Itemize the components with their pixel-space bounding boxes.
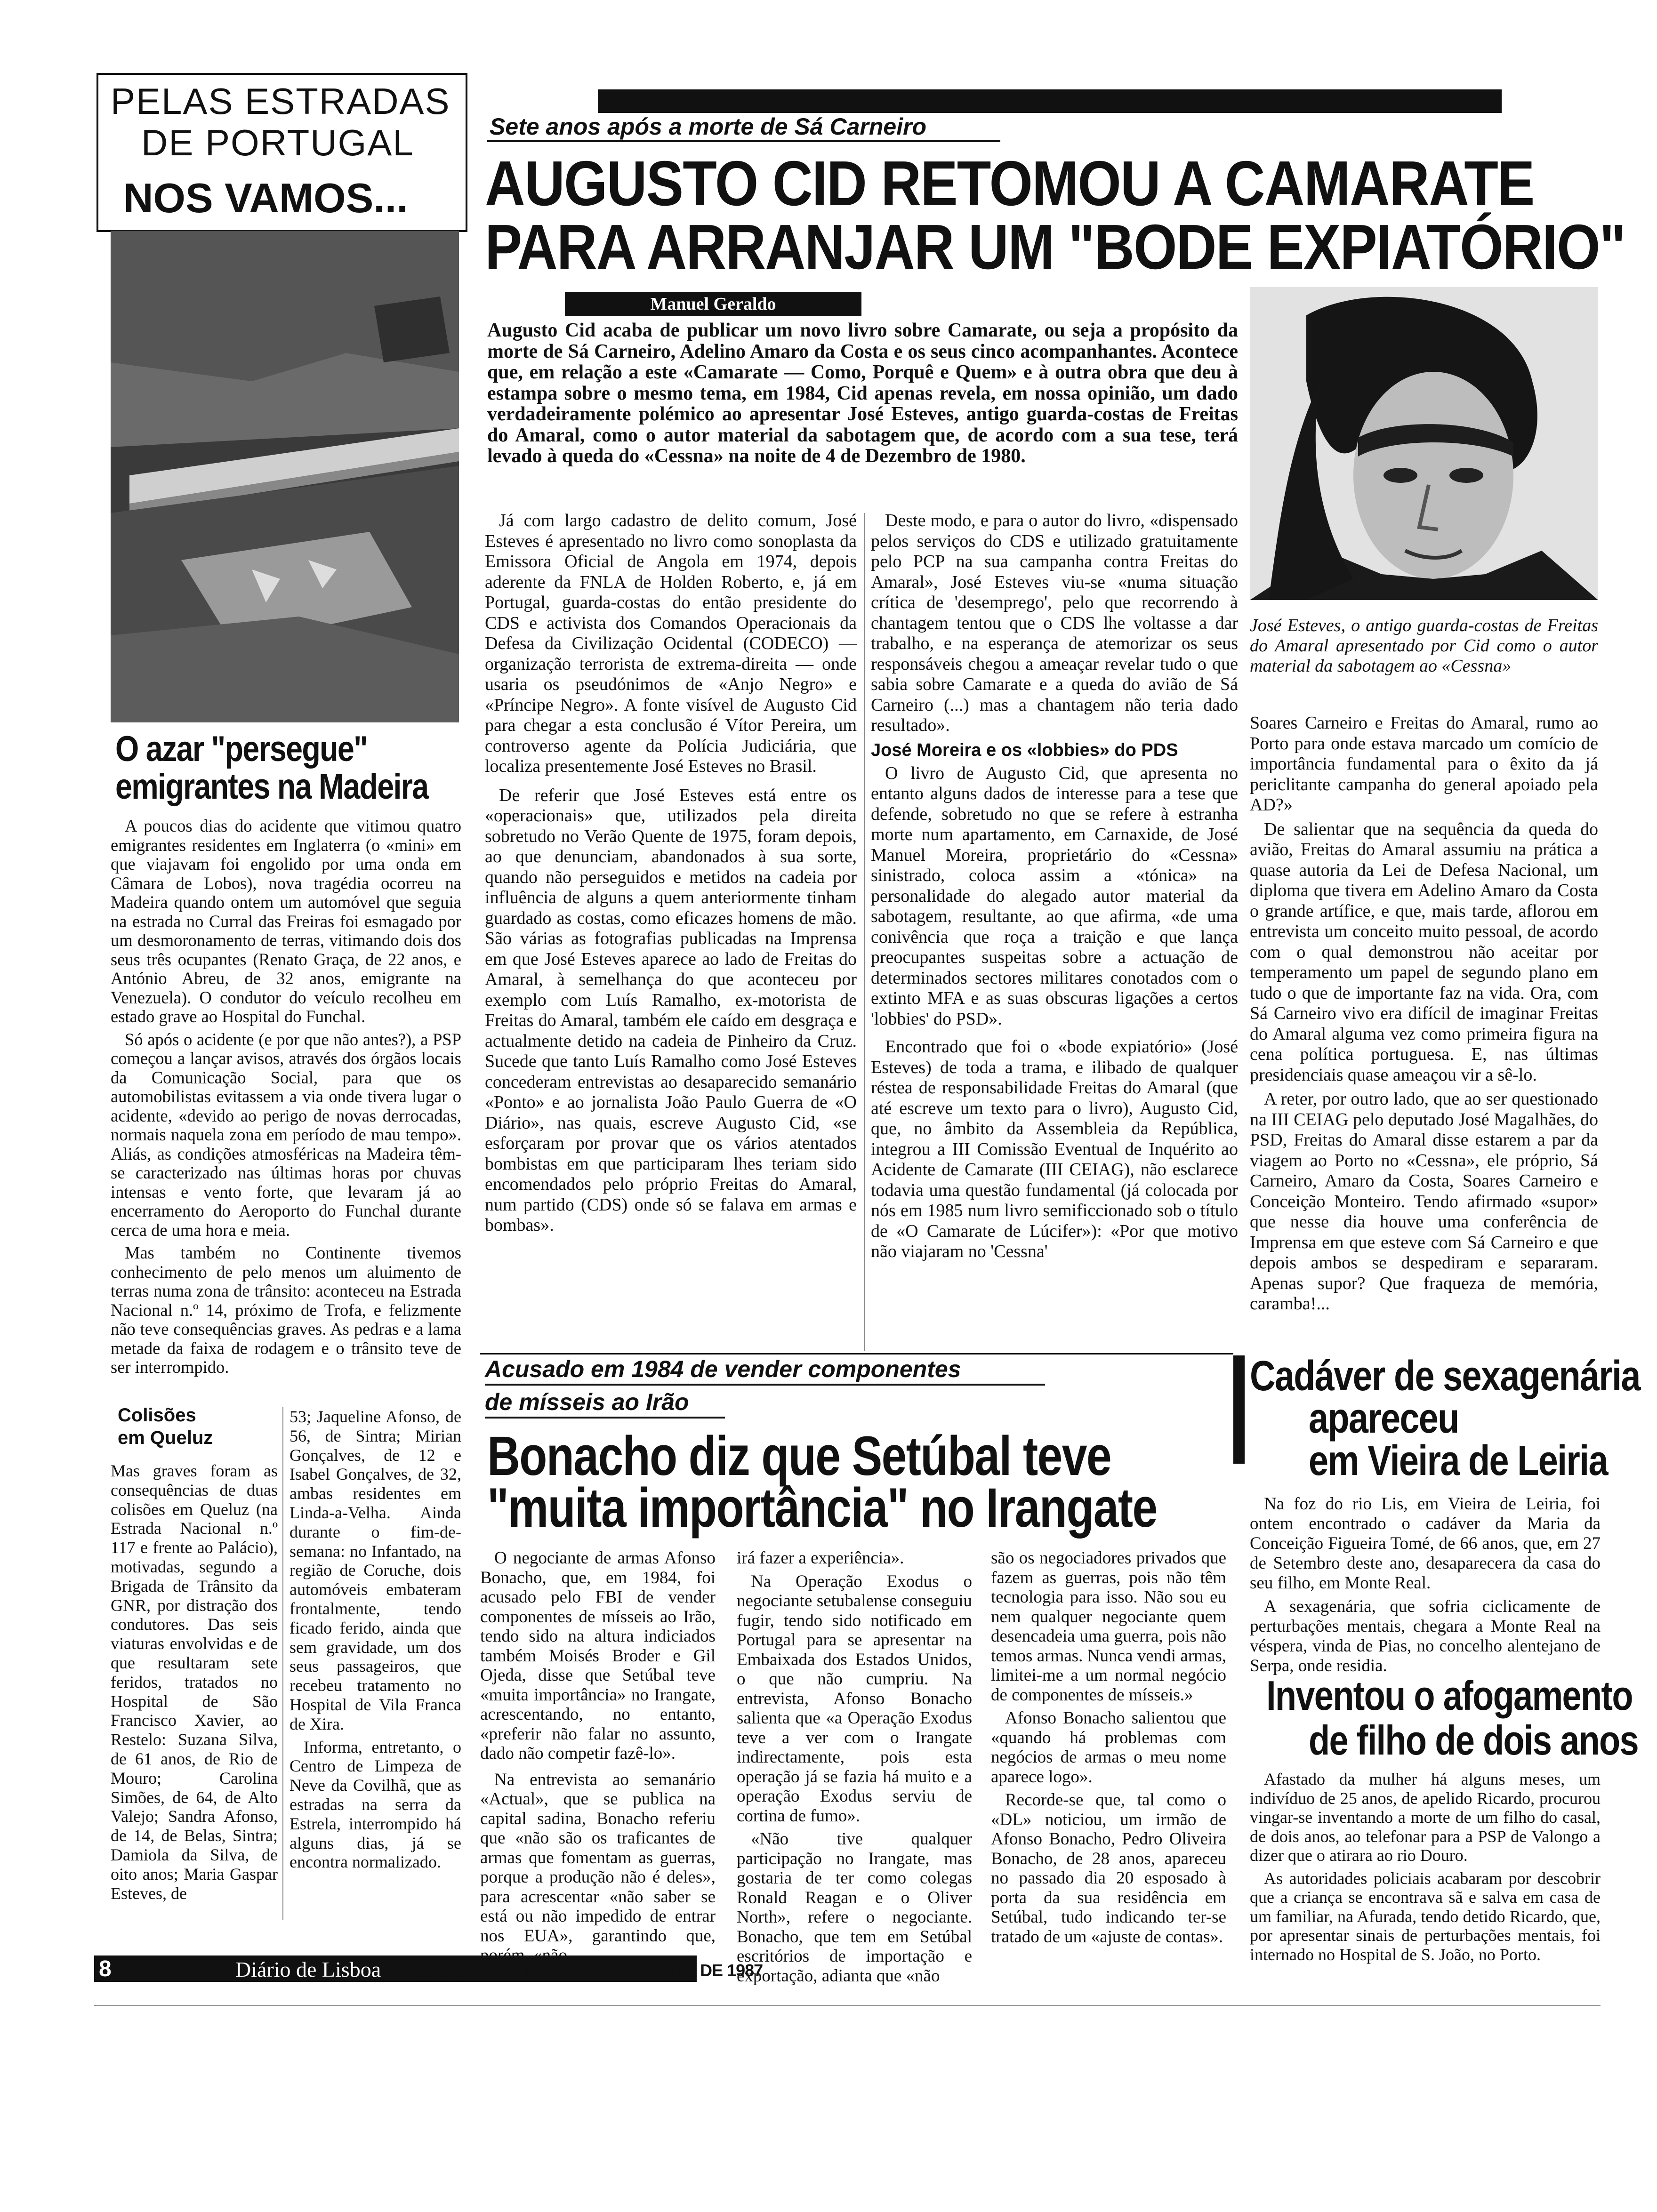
bonacho-paragraph: são os negociadores privados que fazem as guerras, pois não têm tecnologia para isso. Não sou eu nem qualquer negociante quem desencadeia uma guerra, pois não temos armas. Nunca vendi armas, limitei-me a um normal negócio de componentes de mísseis.» xyxy=(991,1548,1226,1705)
footer-line xyxy=(94,2005,1601,2006)
bonacho-kicker-2: de mísseis ao Irão xyxy=(485,1389,689,1415)
leiria-paragraph: A sexagenária, que sofria ciclicamente de perturbações mentais, chegara a Monte Real na véspera, vinda de Pias, no concelho alentejano de Serpa, onde residia. xyxy=(1250,1597,1601,1675)
leiria-headline-2: apareceu xyxy=(1309,1395,1459,1442)
leiria-headline-1: Cadáver de sexagenária xyxy=(1250,1353,1640,1400)
main-col3-paragraph: A reter, por outro lado, que ao ser questionado na III CEIAG pelo deputado José Magalhães, do PSD, Freitas do Amaral disse estarem a par da viagem ao Porto no «Cessna», ele próprio, Sá Carneiro, Amaro da Costa, Soares Carneiro e Conceição Monteiro. Tendo afirmado «supor» que nesse dia houve uma conferência de Imprensa em que esteve com Sá Carneiro e que depois ambos se despediram e separaram. Apenas supor? Que fraqueza de memória, caramba!... xyxy=(1250,1089,1598,1314)
bonacho-kicker-1: Acusado em 1984 de vender componentes xyxy=(485,1356,961,1382)
section-title-line3: NOS VAMOS... xyxy=(123,175,408,221)
leiria-paragraph: Na foz do rio Lis, em Vieira de Leiria, foi ontem encontrado o cadáver da Maria da Conceição Figueira Tomé, de 66 anos, que, em 27 de Setembro deste ano, desaparecera da casa do seu filho, em Monte Real. xyxy=(1250,1494,1601,1593)
footer-masthead: Diário de Lisboa xyxy=(235,1957,381,1981)
page-number: 8 xyxy=(99,1956,112,1981)
main-column-2 xyxy=(871,511,1238,1266)
bonacho-headline-1: Bonacho diz que Setúbal teve xyxy=(487,1425,1111,1487)
queluz-column-2 xyxy=(290,1407,461,1875)
bonacho-paragraph: irá fazer a experiência». xyxy=(737,1548,904,1568)
queluz-paragraph: 53; Jaqueline Afonso, de 56, de Sintra; Mirian Gonçalves, de 12 e Isabel Gonçalves, de 32, ambas residentes em Linda-a-Velha. Ainda durante o fim-de-semana: no Infantado, na região de Coruche, dois automóveis embateram frontalmente, tendo ficado ferido, ainda que sem gravidade, um dos seus passageiros, que recebeu tratamento no Hospital de Vila Franca de Xira. xyxy=(290,1407,461,1733)
main-col1-paragraph: Já com largo cadastro de delito comum, José Esteves é apresentado no livro como sonoplasta da Emissora Oficial de Angola em 1974, depois aderente da FNLA de Holden Roberto, e, já em Portugal, guarda-costas do então presidente do CDS e activista dos Comandos Operacionais da Defesa da Civilização Ocidental (CODECO) — organização terrorista de extrema-direita — onde usaria os pseudónimos de «Anjo Negro» e «Príncipe Negro». A fonte visível de Augusto Cid para chegar a esta conclusão é Vítor Pereira, um controverso agente da Polícia Judiciária, que localiza presentemente José Esteves no Brasil. xyxy=(485,511,857,776)
bonacho-headline-2: "muita importância" no Irangate xyxy=(487,1477,1157,1539)
madeira-body xyxy=(111,817,461,1381)
bonacho-kicker-underline-2 xyxy=(485,1417,725,1419)
queluz-divider xyxy=(282,1407,283,1920)
main-col2-subhead: José Moreira e os «lobbies» do PDS xyxy=(871,740,1178,760)
afogamento-headline-2: de filho de dois anos xyxy=(1309,1717,1638,1763)
main-col3-paragraph: De salientar que na sequência da queda do avião, Freitas do Amaral assumiu na prática a quase autoria da Lei de Defesa Nacional, um diploma que tivera em Adelino Amaro da Costa o grande artífice, e que, mais tarde, aflorou em entrevista um conceito muito pessoal, de acordo com o qual demonstrou não aceitar por temperamento um papel de segundo plano em tudo o que de importante faz na vida. Ora, com Sá Carneiro vivo era difícil de imaginar Freitas do Amaral alguma vez como primeira figura na cena política portuguesa. E, nas últimas presidenciais quase ameaçou vir a sê-lo. xyxy=(1250,819,1598,1085)
main-col2-paragraph: O livro de Augusto Cid, que apresenta no entanto alguns dados de interesse para a tese que defende, sobretudo no que se refere à estranha morte num apartamento, em Carnaxide, de José Manuel Moreira, proprietário do «Cessna» sinistrado, coloca assim a «tónica» na personalidade do alegado autor material da sabotagem, resultante, ao que afirma, «de uma conivência que roça a traição e que lança preocupantes suspeitas sobre a actuação de determinados sectores militares conotados com o extinto MFA e as suas obscuras ligações a certos 'lobbies' do PSD». xyxy=(871,763,1238,1029)
afogamento-headline-1: Inventou o afogamento xyxy=(1266,1672,1633,1719)
bonacho-column-1 xyxy=(480,1548,716,1969)
main-column-divider xyxy=(864,513,865,1351)
photo-caption: José Esteves, o antigo guarda-costas de Freitas do Amaral apresentado por Cid como o autor material da sabotagem ao «Cessna» xyxy=(1250,616,1598,676)
bonacho-top-rule xyxy=(480,1353,1233,1354)
bonacho-paragraph: Na Operação Exodus o negociante setubalense conseguiu fugir, tendo sido notificado em Portugal para se apresentar na Embaixada dos Estados Unidos, o que não cumpriu. Na entrevista, Afonso Bonacho salienta que «a Operação Exodus teve a ver com o Irangate indirectamente, pois esta operação já se fazia há muito e a operação Exodus serviu de cortina de fumo». xyxy=(737,1571,972,1826)
afogamento-paragraph: Afastado da mulher há alguns meses, um indivíduo de 25 anos, de apelido Ricardo, procurou vingar-se inventando a morte de um filho do casal, de dois anos, ao telefonar para a PSP de Valongo a dizer que o atirara ao rio Douro. xyxy=(1250,1770,1601,1865)
leiria-body xyxy=(1250,1494,1601,1680)
main-lead: Augusto Cid acaba de publicar um novo livro sobre Camarate, ou seja a propósito da morte de Sá Carneiro, Adelino Amaro da Costa e os seus cinco acompanhantes. Acontece que, em relação a este «Camarate — Como, Porquê e Quem» e à outra obra que deu à estampa sobre o mesmo tema, em 1984, Cid apenas revela, em nossa opinião, um dado verdadeiramente polémico ao apresentar José Esteves, antigo guarda-costas de Freitas do Amaral, como o autor material da sabotagem que, de acordo com a sua tese, terá levado à queda do «Cessna» na noite de 4 de Dezembro de 1980. xyxy=(487,320,1238,467)
madeira-paragraph: Mas também no Continente tivemos conhecimento de pelo menos um aluimento de terras numa zona de trânsito: aconteceu na Estrada Nacional n.º 14, próximo de Trofa, e felizmente não teve consequências graves. As pedras e a lama metade da faixa de rodagem e o trânsito teve de ser interrompido. xyxy=(111,1243,461,1377)
madeira-paragraph: A poucos dias do acidente que vitimou quatro emigrantes residentes em Inglaterra (o «mini» em que viajavam foi engolido por uma onda em Câmara de Lobos), nova tragédia ocorreu na Madeira quando ontem um automóvel que seguia na estrada no Curral das Freiras foi esmagado por um desmoronamento de terras, vitimando dois dos seus três ocupantes (Renato Graça, de 22 anos, e António Abreu, de 32 anos, emigrante na Venezuela). O condutor do veículo recolheu em estado grave ao Hospital do Funchal. xyxy=(111,816,461,1026)
footer-date: SEGUNDA-FEIRA, 7 DE DEZEMBRO DE 1987 xyxy=(419,1961,763,1980)
main-kicker: Sete anos após a morte de Sá Carneiro xyxy=(490,113,927,140)
bonacho-column-3 xyxy=(991,1548,1226,1950)
queluz-title-2: em Queluz xyxy=(118,1427,213,1448)
afogamento-paragraph: As autoridades policiais acabaram por descobrir que a criança se encontrava sã e salva em casa de um familiar, na Afurada, tendo detido Ricardo, que, por apresentar sinais de perturbações mentais, foi internado no Hospital de S. João, no Porto. xyxy=(1250,1868,1601,1964)
main-top-bar xyxy=(598,89,1502,113)
main-col3-paragraph: Soares Carneiro e Freitas do Amaral, rumo ao Porto para onde estava marcado um comício de importância fundamental para o êxito da já periclitante campanha do general apoiado pela AD?» xyxy=(1250,713,1598,815)
main-column-1 xyxy=(485,511,857,1240)
bonacho-kicker-underline-1 xyxy=(485,1384,1045,1386)
queluz-column-1: Mas graves foram as consequências de duas colisões em Queluz (na Estrada Nacional n.º 117 e frente ao Palácio), motivadas, segundo a Brigada de Trânsito da GNR, por distração dos condutores. Das seis viaturas envolvidas e de que resultaram sete feridos, tratados no Hospital de São Francisco Xavier, ao Restelo: Suzana Silva, de 61 anos, de Rio de Mouro; Carolina Simões, de 64, de Alto Valejo; Sandra Afonso, de 14, de Belas, Sintra; Damiola da Silva, de oito anos; Maria Gaspar Esteves, de xyxy=(111,1461,278,1903)
jose-esteves-portrait xyxy=(1250,287,1598,600)
queluz-title-1: Colisões xyxy=(118,1405,196,1426)
main-col2-paragraph: Encontrado que foi o «bode expiatório» (José Esteves) de toda a trama, e ilibado de qualquer réstea de responsabilidade Freitas do Amaral (que até escreve um texto para o livro), Augusto Cid, que, no âmbito da Assembleia da República, integrou a III Comissão Eventual de Inquérito ao Acidente de Camarate (III CEIAG), não esclarece todavia uma questão fundamental (já colocada por nós em 1985 num livro semificcionado sob o título de «O Camarate de Lúcifer»): «Por que motivo não viajaram no 'Cessna' xyxy=(871,1037,1238,1261)
bonacho-column-2 xyxy=(737,1548,972,1989)
leiria-headline-3: em Vieira de Leiria xyxy=(1309,1437,1608,1484)
bonacho-paragraph: Na entrevista ao semanário «Actual», que se publica na capital sadina, Bonacho referiu que «não são os traficantes de armas que fomentam as guerras, porque a produção não é deles», para acrescentar «não saber se está ou não impedido de entrar nos EUA», garantindo que, xyxy=(480,1770,716,1946)
leiria-left-bar xyxy=(1233,1355,1245,1464)
main-headline-2: PARA ARRANJAR UM "BODE EXPIATÓRIO" xyxy=(485,211,1625,282)
madeira-landslide-photo xyxy=(111,231,459,722)
afogamento-body xyxy=(1250,1770,1601,1968)
queluz-paragraph: Informa, entretanto, o Centro de Limpeza de Neve da Covilhã, que as estradas na serra da Estrela, interrompido há alguns dias, já se encontra normalizado. xyxy=(290,1737,461,1872)
bonacho-paragraph: Afonso Bonacho salientou que «quando há problemas com negócios de armas o meu nome aparece logo». xyxy=(991,1708,1226,1787)
bonacho-paragraph: «Não tive qualquer participação no Irangate, mas gostaria de ter como colegas Ronald Reagan e o Oliver North», refere o negociante. Bonacho, que tem em Setúbal escritórios de importação e exportação, adianta que «não xyxy=(737,1829,972,1986)
main-col1-paragraph: De referir que José Esteves está entre os «operacionais» que, utilizados pela direita sobretudo no Verão Quente de 1975, foram depois, ao que denunciam, abandonados à sua sorte, quando não perseguidos e metidos na cadeia por influência de alguns a quem anteriormente tinham guardado as costas, como eficazes homens de mão. São várias as fotografias publicadas na Imprensa em que José Esteves aparece ao lado de Freitas do Amaral, à semelhança do que aconteceu por exemplo com Luís Ramalho, ex-motorista de Freitas do Amaral, também ele caído em desgraça e actualmente detido na cadeia de Pinheiro da Cruz. Sucede que tanto Luís Ramalho como José Esteves concederam entrevistas ao desaparecido semanário «Ponto» e ao jornalista João Paulo Guerra de «O Diário», nas quais, escreve Augusto Cid, «se esforçaram por provar que os vários atentados bombistas em que participaram lhes teriam sido encomendados pelo próprio Freitas do Amaral, num partido (CDS) onde só se falava em armas e bombas». xyxy=(485,785,857,1235)
bonacho-paragraph: O negociante de armas Afonso Bonacho, que, em 1984, foi acusado pelo FBI de vender componentes de mísseis ao Irão, tendo sido na altura indiciados também Moisés Broder e Gil Ojeda, disse que Setúbal teve «muita importância» no Irangate, acrescentando, no entanto, «preferir não falar no assunto, dado não competir fazê-lo». xyxy=(480,1548,716,1763)
section-title-line1: PELAS ESTRADAS xyxy=(111,80,450,122)
bonacho-paragraph: Recorde-se que, tal como o «DL» noticiou, um irmão de Afonso Bonacho, Pedro Oliveira Bonacho, de 28 anos, apareceu no passado dia 20 esposado à porta da sua residência em Setúbal, tudo indicando ter-se tratado de um «ajuste de contas». xyxy=(991,1790,1226,1947)
madeira-headline-2: emigrantes na Madeira xyxy=(115,767,428,807)
main-kicker-underline xyxy=(487,140,1000,142)
main-col2-paragraph: Deste modo, e para o autor do livro, «dispensado pelos serviços do CDS e utilizado gratuitamente pelo PCP na sua campanha contra Freitas do Amaral», José Esteves viu-se «numa situação crítica de 'desemprego', pelo que recorrendo à chantagem tentou que o CDS lhe voltasse a dar trabalho, e na esperança de atemorizar os seus responsáveis chegou a ameaçar revelar tudo o que sabia sobre Camarate e a queda do avião de Sá Carneiro (...) mas a chantagem não teria dado resultado». xyxy=(871,511,1238,735)
section-title-line2: DE PORTUGAL xyxy=(141,122,414,163)
madeira-headline-1: O azar "persegue" xyxy=(115,729,368,769)
madeira-paragraph: Só após o acidente (e por que não antes?), a PSP começou a lançar avisos, através dos órgãos locais da Comunicação Social, para que os automobilistas evitassem a via onde tivera lugar o acidente, «devido ao perigo de novas derrocadas, normais naquela zona em período de mau tempo». Aliás, as condições atmosféricas na Madeira têm-se caracterizado nas últimas horas por chuvas intensas e vento forte, que levaram já ao encerramento do Aeroporto do Funchal durante cerca de uma hora e meia. xyxy=(111,1029,461,1240)
main-column-3 xyxy=(1250,713,1598,1318)
byline: Manuel Geraldo xyxy=(650,294,776,314)
main-headline-1: AUGUSTO CID RETOMOU A CAMARATE xyxy=(485,148,1534,219)
